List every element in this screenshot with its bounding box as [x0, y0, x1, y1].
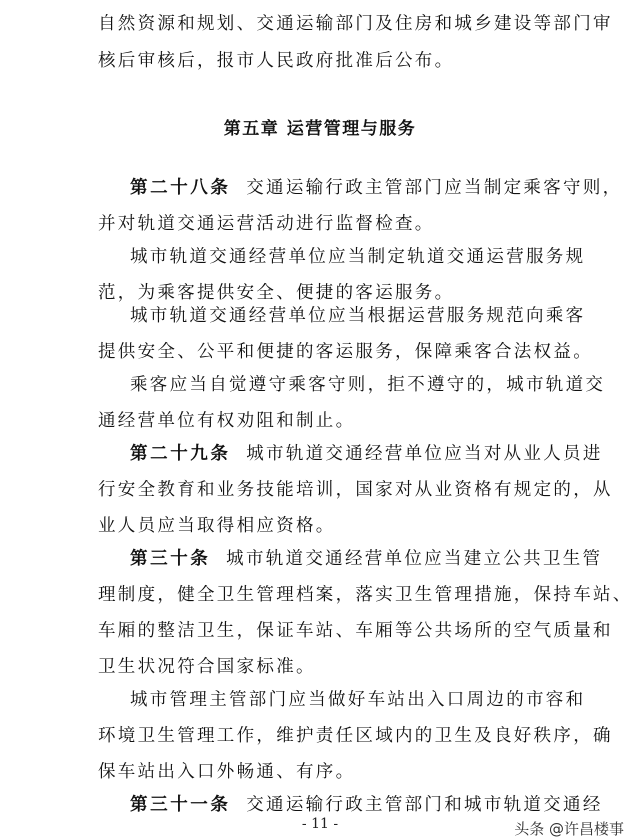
text-span: 交通运输行政主管部门和城市轨道交通经 [246, 795, 603, 815]
text-line: 卫生状况符合国家标准。 [98, 657, 316, 677]
text-span: 交通运输行政主管部门应当制定乘客守则， [246, 178, 623, 198]
text-line: 提供安全、公平和便捷的客运服务，保障乘客合法权益。 [98, 342, 593, 362]
watermark-text: 头条 @许昌楼事 [514, 820, 624, 838]
text-line: 城市轨道交通经营单位应当制定轨道交通运营服务规 [130, 247, 586, 267]
watermark [514, 818, 624, 839]
text-line: 保车站出入口外畅通、有序。 [98, 762, 356, 782]
text-span: 城市轨道交通经营单位应当建立公共卫生管 [226, 549, 603, 569]
article-31-line [130, 795, 603, 815]
text-line: 范，为乘客提供安全、便捷的客运服务。 [98, 283, 455, 303]
text-line: 行安全教育和业务技能培训，国家对从业资格有规定的，从 [98, 480, 613, 500]
article-label: 第三十条 [130, 549, 211, 569]
article-29-line [130, 444, 603, 464]
text-line: 业人员应当取得相应资格。 [98, 516, 336, 536]
text-line: 自然资源和规划、交通运输部门及住房和城乡建设等部门审 [98, 14, 613, 34]
text-line: 车厢的整洁卫生，保证车站、车厢等公共场所的空气质量和 [98, 621, 613, 641]
text-line: 环境卫生管理工作，维护责任区域内的卫生及良好秩序，确 [98, 726, 613, 746]
article-label: 第二十九条 [130, 444, 231, 464]
article-label: 第二十八条 [130, 178, 231, 198]
page-number: - 11 - [301, 816, 339, 832]
text-line: 城市轨道交通经营单位应当根据运营服务规范向乘客 [130, 306, 586, 326]
article-30-line [130, 549, 603, 569]
article-28-line [130, 178, 623, 198]
text-line: 乘客应当自觉遵守乘客守则，拒不遵守的，城市轨道交 [130, 375, 606, 395]
text-line: 核后审核后，报市人民政府批准后公布。 [98, 51, 455, 71]
chapter-title: 第五章 运营管理与服务 [223, 119, 417, 139]
article-label: 第三十一条 [130, 795, 231, 815]
text-line: 通经营单位有权劝阻和制止。 [98, 411, 356, 431]
text-line: 并对轨道交通运营活动进行监督检查。 [98, 214, 435, 234]
text-span: 城市轨道交通经营单位应当对从业人员进 [246, 444, 603, 464]
text-line: 理制度，健全卫生管理档案，落实卫生管理措施，保持车站、 [98, 585, 633, 605]
text-line: 城市管理主管部门应当做好车站出入口周边的市容和 [130, 690, 586, 710]
